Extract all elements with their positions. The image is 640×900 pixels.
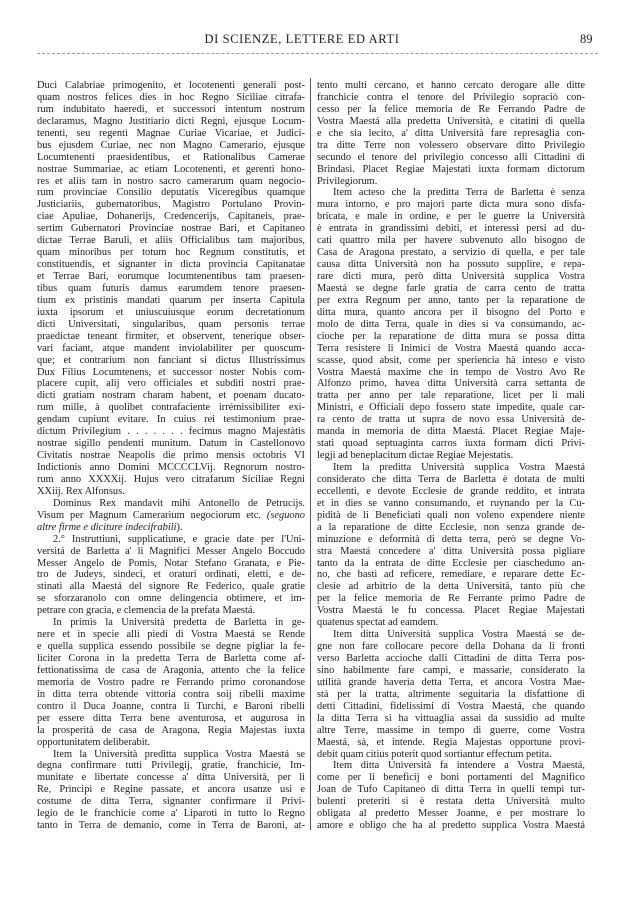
text-line: Vostra Maestá maxime che in tempo de Vostro Avo Re	[317, 366, 585, 378]
text-line: obligata al predetto Messer Joanne, e per mostrare lo	[317, 808, 585, 820]
page-number: 89	[580, 32, 593, 46]
text-line: declaramus, Magno Justitiario dicti Regni, ejusque Locum-	[37, 115, 305, 127]
text-line: vari faciant, atque mandent inviolabiliter per quoscum-	[37, 342, 305, 354]
text-line: tanto da la entrata de ditte Ecclesie per ciascheduno an-	[317, 557, 585, 569]
left-text-column	[37, 80, 305, 832]
text-line: nere et in specie alli piedi di Vostra Maestá se Rende	[37, 629, 305, 641]
text-line: liciter Corona in la predetta Terra de Barletta come af-	[37, 653, 305, 664]
text-line: degna confirmare tutti Privilegij, gratie, franchicie, Im-	[37, 760, 305, 772]
text-line: Duci Calabriae primogenito, et locotenenti generali post-	[37, 80, 305, 91]
text-line: Item la preditta Università supplica Vostra Maestá	[333, 462, 585, 473]
text-line: altre Terre, massime in tempo di guerre, come Vostra	[317, 724, 585, 736]
text-line: legji ad beneplacitum dictae Regiae Mejestatis.	[317, 450, 514, 462]
text-line: Vostra Maestá alla predetta Università, e citatini di quella	[317, 115, 585, 127]
text-line: opportunitatem deliberabit.	[37, 736, 151, 748]
text-line: gendam cupiunt evitare. In cuius rei testimonium prae-	[37, 414, 305, 426]
paragraph	[37, 617, 305, 748]
text-line: contro il Duca Joanne, contra li Turchi, e Baroni ribelli	[37, 700, 305, 712]
text-line: clesie ad arbitrio de la detta Università, tanto più che	[317, 581, 585, 593]
text-line: tro de Judeys, sindeci, et oraturi ordinati, eletti, e de-	[37, 569, 305, 581]
text-line: bus ejusdem Curiae, nec non Magno Camerario, ejusque	[37, 139, 305, 151]
text-line: in ditta terra obtende vittoria contra soij ribelli maxime	[37, 688, 305, 700]
paragraph	[37, 749, 305, 833]
text-line: tibus quam futuris damus earumdem tenore praesen-	[37, 282, 305, 294]
paragraph	[317, 629, 585, 760]
text-line: detti Cittadini, fidelissimi di Vostra Maestá, che quando	[317, 700, 585, 712]
text-line: la prosperità de casa de Aragona. Regia Majestas iuxta	[37, 724, 305, 736]
text-line: e che sia lecito, a' ditta Università fare represaglia con-	[317, 127, 585, 139]
text-line: secundo el tenore del privilegio concesso alli Cittadini di	[317, 151, 585, 163]
text-line: legio de le franchicie come a' Liparoti in tutto lo Regno	[37, 808, 305, 820]
text-line: per la felice memoria de Re Ferrante primo Padre de	[317, 593, 585, 605]
running-header-title: DI SCIENZE, LETTERE ED ARTI	[204, 32, 400, 46]
text-line: rum mille, à quolibet contrafaciente irrémissibiliter exi-	[37, 402, 305, 414]
text-line: Brindasi. Placet Regiae Majestati iuxta formam dictorum	[317, 163, 585, 175]
text-line: Casa de Aragona prestato, a servizio di quella, e per tale	[317, 247, 585, 259]
text-line: petrare con gracia, e clemencia de la prefata Maestá.	[37, 605, 256, 617]
text-line: franchicie contra el tenore del Privilegio sopraciò con-	[317, 91, 585, 103]
text-line: debit quam citius poterit quod sortiantur effectum petita.	[317, 748, 552, 760]
text-line: versitá de Barletta a' li Magnifici Messer Angelo Boccudo	[37, 545, 305, 557]
text-line: dictum Privilegium . . . . . . . fecimus magno Majestàtis	[37, 426, 305, 438]
text-line: come per li beneficij e boni portamenti del Magnifico	[317, 772, 585, 784]
text-line: eccellenti, e devote Ecclesie de grande reddito, et intrata	[317, 485, 585, 497]
paragraph	[317, 760, 585, 832]
text-line: mura intorno, e pro majori parte dicta mura sono disfa-	[317, 199, 585, 211]
text-line: memoria de Vostro padre re Ferrando primo coronandose	[37, 676, 305, 688]
paragraph	[37, 80, 305, 498]
text-line: rum indubitato haeredi, et successori intentum nostrum	[37, 103, 305, 115]
text-line: Item ditta Università supplica Vostra Maestá se de-	[333, 629, 585, 641]
text-line: stati quoad septuaginta carros iuxta formam dicti Privi-	[317, 438, 585, 450]
text-line: Terra resistere li Inimici de Vostra Maestá quando acca-	[317, 342, 585, 354]
text-line: costume de ditta Terra, signanter confirmare il Privi-	[37, 796, 305, 808]
text-line: nostrae sigillo pendenti munitum. Datum in Castellonovo	[37, 438, 305, 450]
text-line: Item acteso che la preditta Terra de Barletta è senza	[333, 187, 585, 199]
text-line: placere cupit, alij vero officiales et subditi nostri prae-	[37, 378, 305, 390]
text-line: Maestá, sà, et intende. Regia Majestas opportune provi-	[317, 736, 585, 748]
text-line: quam nostros felices dies in hoc Regno Siciliae citrafa-	[37, 91, 305, 103]
text-line: bricata, e male in ordine, e per le guerre la Università	[317, 211, 585, 223]
text-line: e quella supplica essendo possibile se degne pigliar la fe-	[37, 641, 305, 653]
text-line: è entrata in grandissimi debiti, et interessi persi ad du-	[317, 223, 585, 235]
text-line: tento multi cercano, et hanno cercato derogare alle ditte	[317, 80, 585, 91]
text-line: pidità de li Beneficiati quali non voleno expendere niente	[317, 509, 585, 521]
text-line: Locumtenenti praesidentibus, et Rationalibus Camerae	[37, 151, 305, 163]
text-line: cioche per la reparatione de ditta mura se possa ditta	[317, 330, 585, 342]
text-line: Indictionis anno Domini MCCCCLVij. Regnorum nostro-	[37, 462, 305, 473]
text-line: Justiciariis, gubernatoribus, Magistro Portulano Provin-	[37, 199, 305, 211]
text-line: res et aliis tam in nostro sacro camerarum quam negocio-	[37, 175, 305, 187]
text-line: Vostra Maestá le fu concessa. Placet Regiae Majestati	[317, 605, 585, 617]
text-line: sertim Gubernatori Provinciae nostrae Bari, et Capitaneo	[37, 223, 305, 235]
text-segment: ).	[176, 521, 183, 533]
text-line: stinati alla Maestá del signore Re Federico, quale gratie	[37, 581, 305, 593]
text-line: bulenti preteriti si è restata detta Università multo	[317, 796, 585, 808]
text-line: Re, Principi e Regine passate, et ancora usanze usi e	[37, 784, 305, 796]
text-line: quatenus spectat ad eamdem.	[317, 617, 439, 629]
text-line: gne non fare collocare pecore della Dohana da li fronti	[317, 641, 585, 653]
text-line	[37, 510, 305, 522]
text-line: utilità grande haveria detta Terra, et ancora Vostra Mae-	[317, 676, 585, 688]
column-divider	[310, 78, 311, 830]
text-line: Joan de Tufo Capitaneo di ditta Terra in quelli tempi tur-	[317, 784, 585, 796]
text-line: cesso per la felice memoria de Re Ferrando Padre de	[317, 103, 585, 115]
text-line: Ministri, e Officiali depo fossero state impedite, quale car-	[317, 402, 585, 414]
paragraph	[317, 187, 585, 462]
text-line: sino habilmente fare campi, e massarie, considerato la	[317, 664, 585, 676]
text-line: Dominus Rex mandavit mihi Antonello de Petrucijs.	[53, 497, 305, 509]
text-line: et Terrae Bari, eorumque locumtenentibus tam praesen-	[37, 271, 305, 282]
text-line: stá per la tratta, altrimente seguitaria la disfattione di	[317, 688, 585, 700]
text-line: rare dicti mura, però ditta Università supplica Vostra	[317, 271, 585, 282]
text-line: minuzione e deformità di detta terra, però se degne Vo-	[317, 533, 585, 545]
text-line: XXiij. Rex Alfonsus.	[37, 485, 125, 497]
text-line: amore e obligo che ha al predetto supplica Vostra Maestá	[317, 820, 585, 832]
text-line: tium ex pristinis mandati quarum per inserta Capitula	[37, 294, 305, 306]
text-line: considerato che ditta Terra de Barletta è dotata de multi	[317, 473, 585, 485]
text-line: per extra Regnum per anno, tanto per la reparatione de	[317, 294, 585, 306]
paragraph	[37, 534, 305, 618]
text-line: que; et contrarium non fanciant si dictus Illustrissimus	[37, 354, 305, 366]
text-line: fettionatissima de casa de Aragonia, attento che la felice	[37, 664, 305, 676]
paragraph	[317, 462, 585, 629]
text-line: praedictae teneant firmiter, et observent, tenerique obser-	[37, 330, 305, 342]
text-line: rum anno XXXXij. Hujus vero citrafarum Siciliae Regni	[37, 473, 305, 485]
text-line: no, che basti ad reficere, remediare, e reparare dette Ec-	[317, 569, 585, 581]
text-line: Privilegiorum.	[317, 175, 378, 187]
text-line: dicti Universitati, singularibus, quam personis terrae	[37, 318, 305, 330]
text-line: se sforzaranolo con omne delingencia obtimere, et im-	[37, 593, 305, 605]
text-line: et in dies se vanno consumando, et ruynando per la Cu-	[317, 497, 585, 509]
text-line	[37, 522, 305, 534]
text-line: rum provinciae Consilio deputatis Viceregibus quamque	[37, 187, 305, 199]
text-line: scasse, quod absit, come per speriencia hà inteso e visto	[317, 354, 585, 366]
text-line: dictae Terrae Baruli, et aliis Officialibus tam majoribus,	[37, 235, 305, 247]
text-line: ditta mura, quanto ancora per il bisogno del Porto e	[317, 306, 585, 318]
text-line: munitate e libertate concesse a' ditta Università, per li	[37, 772, 305, 784]
text-line: Item ditta Università fa intendere a Vostra Maestá,	[333, 760, 585, 772]
text-line: tanto in Terra de demanio, come in Terra de Baroni, at-	[37, 820, 305, 832]
italic-text-segment: (seguono	[266, 509, 305, 521]
text-line: Maestá se degne farle gratia de carra cento de tratta	[317, 282, 585, 294]
text-line: nostrae Summariae, ac etiam Locotenenti, et gerenti hono-	[37, 163, 305, 175]
text-line: constituendis, et signanter in dicta provincia Capitanatae	[37, 259, 305, 271]
text-line: ciae Apuliae, Dohanerijs, Credencerijs, Capitaneis, prae-	[37, 211, 305, 223]
text-line: cati quattro mila per havere subvenuto allo bisogno de	[317, 235, 585, 247]
right-text-column	[317, 80, 585, 832]
text-line: tratta per anno per tale reparatione, licet per li mali	[317, 390, 585, 402]
italic-text-segment: altre firme e diciture indecifrabili	[37, 521, 177, 533]
text-line: Item la Università preditta supplica Vostra Maestá se	[53, 748, 305, 760]
text-line: ra cento de tratta ut supra de novo essa Università de-	[317, 414, 585, 426]
text-line: molo de ditta Terra, quale in dies si va consumando, ac-	[317, 318, 585, 330]
text-segment: Visum per Magnum Camerarium negociorum etc.	[37, 509, 267, 521]
text-line: In primis la Università predetta de Barletta in ge-	[53, 617, 305, 629]
text-line: la ditta Terra si ha vittuaglia assai da sussidio ad multe	[317, 712, 585, 724]
text-line: verso Barletta accioche dalli Cittadini de ditta Terra pos-	[317, 653, 585, 664]
text-line: a la reparatione de ditte Ecclesie, non senza grande de-	[317, 521, 585, 533]
text-line: causa ditta Università non ha possuto supplire, e repa-	[317, 259, 585, 271]
text-line: Alfonzo primo, havea ditta Università carra settanta de	[317, 378, 585, 390]
text-line: iuxta ipsorum et uniuscuiusque eorum decretationum	[37, 306, 305, 318]
paragraph	[37, 498, 305, 534]
paragraph	[317, 80, 585, 187]
text-line: per essere ditta Terra bene aventurosa, et augurosa in	[37, 712, 305, 724]
text-line: manda in memoria de ditta Maestá. Placet Regiae Maje-	[317, 426, 585, 438]
text-line: Dux Filius Locumtenens, et successor noster Nobis com-	[37, 366, 305, 378]
text-line: 2.° Instruttiuni, supplicatiune, e gracie date per l'Uni-	[53, 533, 305, 545]
header-rule	[37, 53, 598, 54]
text-line: Civitatis nostrae Neapolis die primo mensis octobris VI	[37, 450, 305, 462]
text-line: stra Maestá concedere a' ditta Università possa pigliare	[317, 545, 585, 557]
text-line: quam minoribus per totum hoc Regnum constitutis, et	[37, 247, 305, 259]
text-line: tra ditte Terre non volessero observare ditto Privilegio	[317, 139, 585, 151]
text-line: dicti gratiam nostram charam habent, et poenam ducato-	[37, 390, 305, 402]
text-line: tenenti, seu regenti Magnae Curiae Vicariae, et Judici-	[37, 127, 305, 139]
text-line: Messer Angelo de Pomis, Notar Stefano Granata, e Pie-	[37, 557, 305, 569]
